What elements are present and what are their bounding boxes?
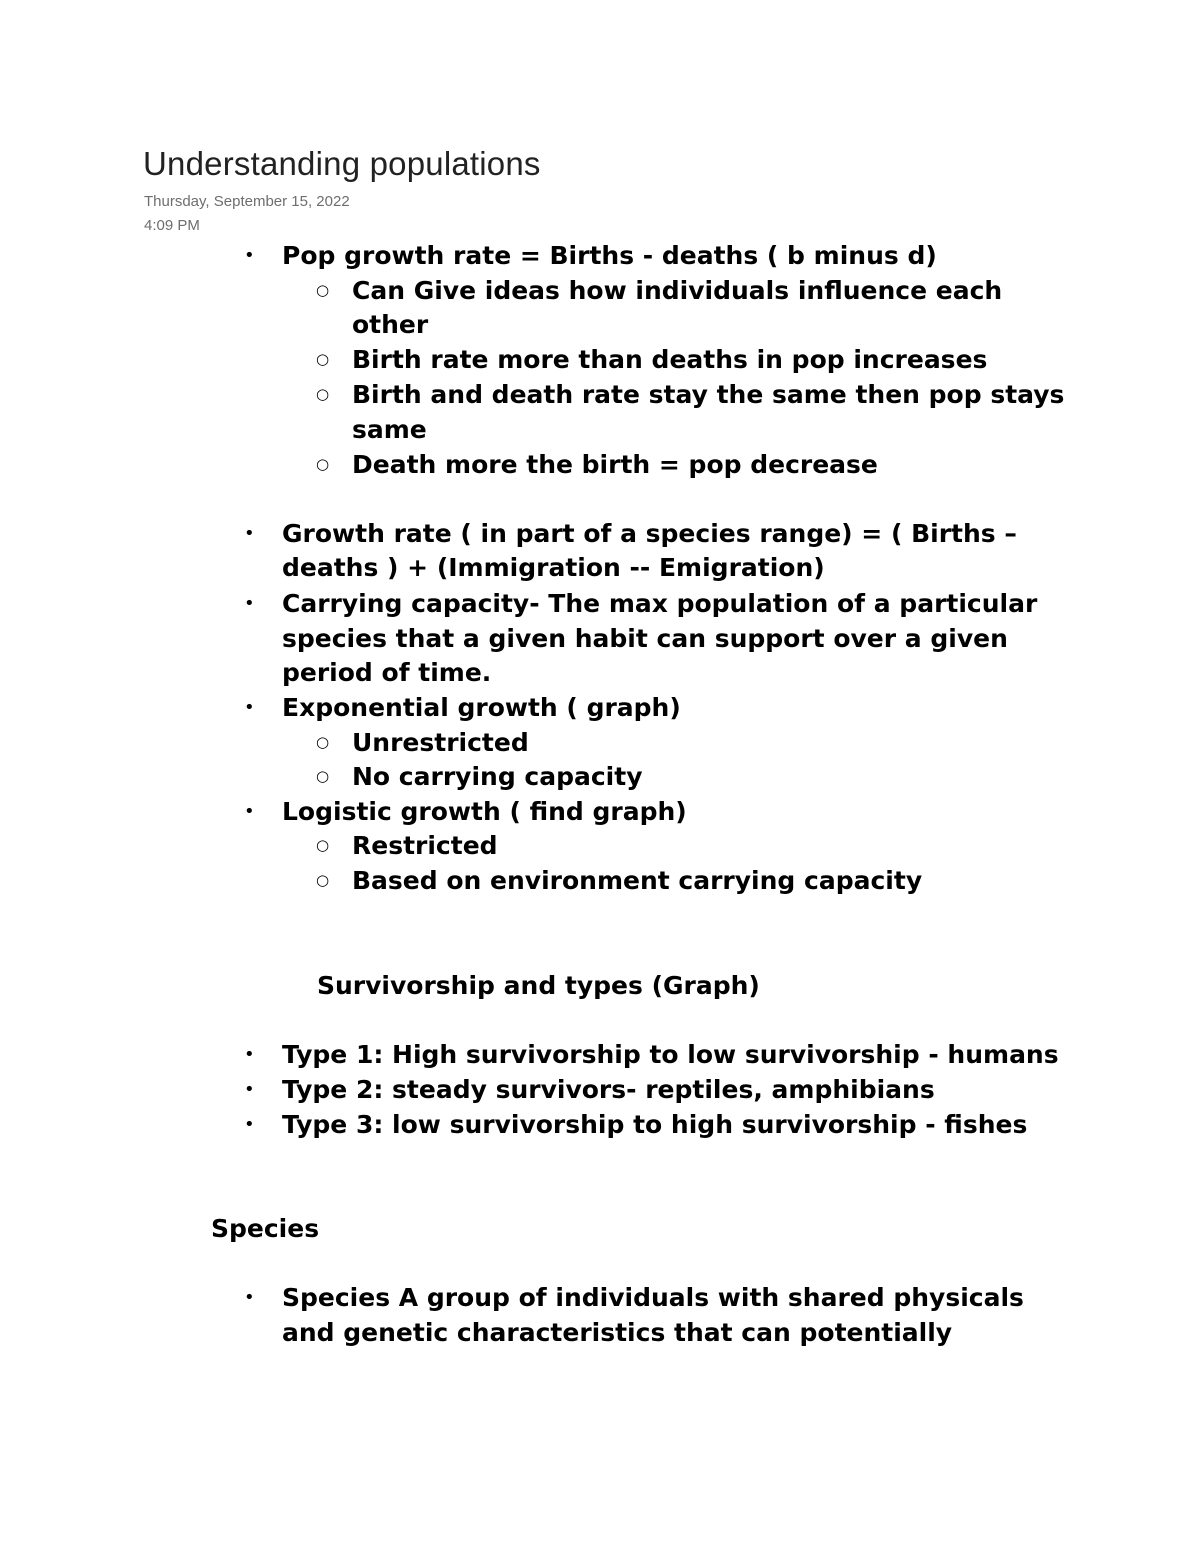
note-time: 4:09 PM <box>144 217 200 234</box>
list-item-exponential-growth: Exponential growth ( graph) <box>282 693 681 722</box>
list-item-type-1: Type 1: High survivorship to low survivorship - humans <box>282 1040 1059 1069</box>
bullet-disc: • <box>244 1079 255 1100</box>
section-heading-survivorship: Survivorship and types (Graph) <box>317 971 760 1000</box>
bullet-disc: • <box>244 245 255 266</box>
sub-item-text: Birth rate more than deaths in pop increases <box>352 345 988 374</box>
bullet-disc: • <box>244 801 255 822</box>
sub-item-text: Restricted <box>352 831 498 860</box>
list-item-growth-rate: Growth rate ( in part of a species range) = ( Births – <box>282 519 1017 548</box>
bullet-circle: ○ <box>316 385 330 403</box>
bullet-circle: ○ <box>316 455 330 473</box>
sub-item-text: same <box>352 415 427 444</box>
page-title: Understanding populations <box>143 145 541 182</box>
bullet-disc: • <box>244 1114 255 1135</box>
bullet-circle: ○ <box>316 733 330 751</box>
bullet-circle: ○ <box>316 871 330 889</box>
sub-item-text: Birth and death rate stay the same then pop stays <box>352 380 1065 409</box>
sub-item-text: Based on environment carrying capacity <box>352 866 923 895</box>
list-item-text: period of time. <box>282 658 492 687</box>
list-item-carrying-capacity: Carrying capacity- The max population of a particular <box>282 589 1038 618</box>
bullet-disc: • <box>244 1044 255 1065</box>
section-heading-species: Species <box>211 1214 320 1243</box>
bullet-disc: • <box>244 593 255 614</box>
sub-item-text: Unrestricted <box>352 728 529 757</box>
sub-item-text: other <box>352 310 429 339</box>
bullet-circle: ○ <box>316 350 330 368</box>
bullet-disc: • <box>244 1287 255 1308</box>
note-date: Thursday, September 15, 2022 <box>144 193 350 210</box>
bullet-circle: ○ <box>316 767 330 785</box>
bullet-circle: ○ <box>316 281 330 299</box>
sub-item-text: No carrying capacity <box>352 762 643 791</box>
bullet-disc: • <box>244 697 255 718</box>
sub-item-text: Can Give ideas how individuals influence each <box>352 276 1003 305</box>
bullet-disc: • <box>244 523 255 544</box>
list-item-type-2: Type 2: steady survivors- reptiles, amphibians <box>282 1075 935 1104</box>
list-item-text: species that a given habit can support over a given <box>282 624 1008 653</box>
list-item-text: deaths ) + (Immigration -- Emigration) <box>282 553 825 582</box>
list-item-logistic-growth: Logistic growth ( find graph) <box>282 797 687 826</box>
list-item-species-definition: Species A group of individuals with shared physicals <box>282 1283 1024 1312</box>
bullet-circle: ○ <box>316 836 330 854</box>
sub-item-text: Death more the birth = pop decrease <box>352 450 878 479</box>
list-item-text: and genetic characteristics that can potentially <box>282 1318 953 1347</box>
list-item-type-3: Type 3: low survivorship to high survivorship - fishes <box>282 1110 1028 1139</box>
list-item-pop-growth-rate: Pop growth rate = Births - deaths ( b minus d) <box>282 241 937 270</box>
